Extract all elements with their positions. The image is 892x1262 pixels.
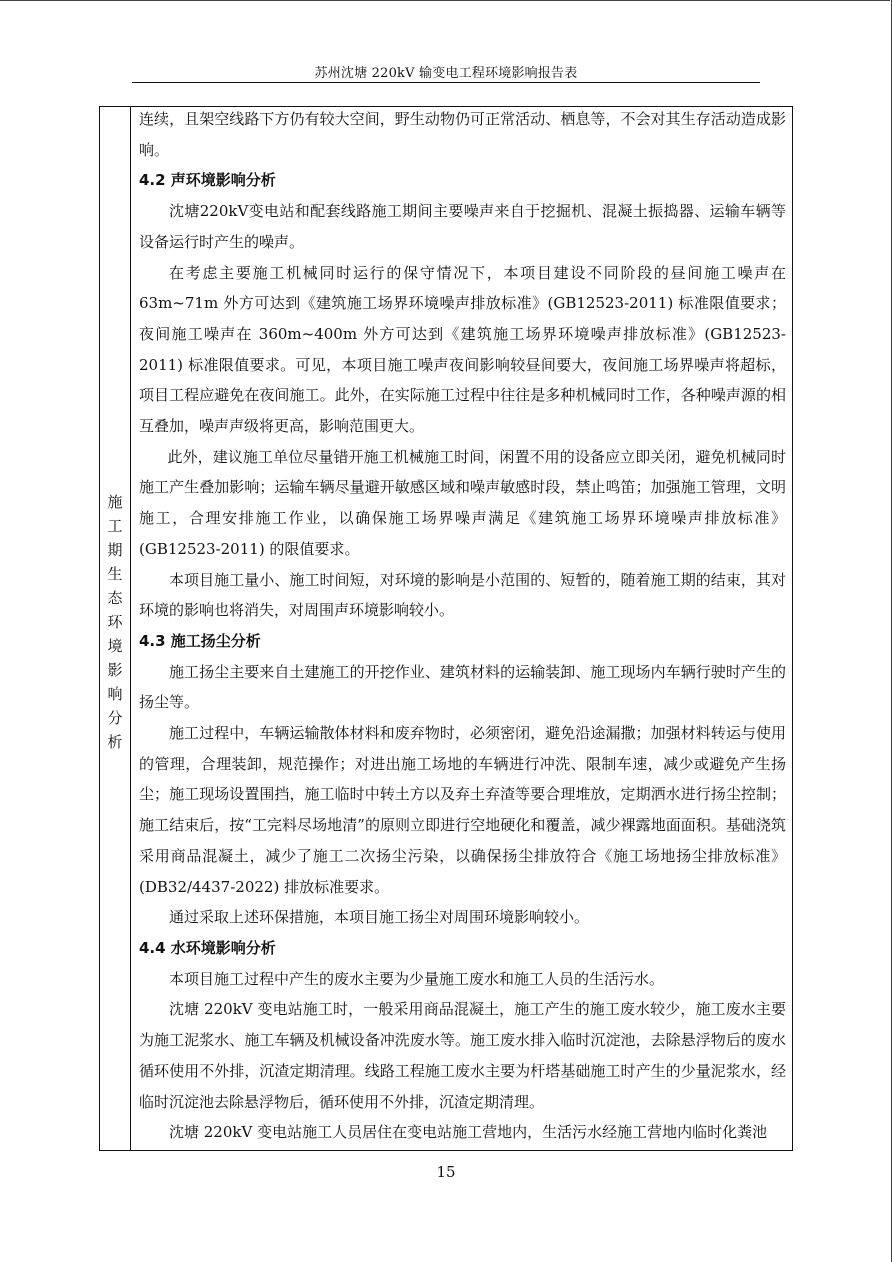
side-label-char: 态 xyxy=(107,589,123,607)
body-content xyxy=(139,104,786,1148)
header-rule xyxy=(132,82,760,83)
paragraph: 沈塘 220kV 变电站施工时，一般采用商品混凝土，施工产生的施工废水较少，施工废水主要为施工泥浆水、施工车辆及机械设备冲洗废水等。施工废水排入临时沉淀池，去除悬浮物后的废水循环使用不外排，沉渣定期清理。线路工程施工废水主要为杆塔基础施工时产生的少量泥浆水，经临时沉淀池去除悬浮物后，循环使用不外排，沉渣定期清理。 xyxy=(139,1000,786,1111)
side-label-char: 工 xyxy=(107,517,123,535)
side-label-char: 环 xyxy=(107,613,123,631)
side-label-char: 析 xyxy=(107,733,123,751)
side-label-char: 境 xyxy=(107,637,123,655)
side-label-char: 生 xyxy=(107,565,123,583)
table-column-divider xyxy=(130,106,131,1151)
paragraph: 施工过程中，车辆运输散体材料和废弃物时，必须密闭，避免沿途漏撒；加强材料转运与使用的管理，合理装卸，规范操作；对进出施工场地的车辆进行冲洗、限制车速，减少或避免产生扬尘；施工现场设置围挡，施工临时中转土方以及弃土弃渣等要合理堆放，定期洒水进行扬尘控制；施工结束后，按“工完料尽场地清”的原则立即进行空地硬化和覆盖，减少裸露地面面积。基础浇筑采用商品混凝土，减少了施工二次扬尘污染，以确保扬尘排放符合《施工场地扬尘排放标准》(DB32/4437-2022) 排放标准要求。 xyxy=(139,724,786,896)
side-label-char: 响 xyxy=(107,685,123,703)
section-heading-4-3: 4.3 施工扬尘分析 xyxy=(139,631,261,650)
paragraph: 连续，且架空线路下方仍有较大空间，野生动物仍可正常活动、栖息等，不会对其生存活动造成影响。 xyxy=(139,110,786,159)
paragraph: 沈塘 220kV 变电站施工人员居住在变电站施工营地内，生活污水经施工营地内临时化粪池 xyxy=(169,1123,768,1142)
paragraph: 施工扬尘主要来自土建施工的开挖作业、建筑材料的运输装卸、施工现场内车辆行驶时产生的扬尘等。 xyxy=(139,662,786,712)
paragraph: 通过采取上述环保措施，本项目施工扬尘对周围环境影响较小。 xyxy=(169,908,590,927)
side-label-char: 影 xyxy=(107,661,123,679)
paragraph: 本项目施工过程中产生的废水主要为少量施工废水和施工人员的生活污水。 xyxy=(169,969,665,988)
running-header: 苏州沈塘 220kV 输变电工程环境影响报告表 xyxy=(314,66,578,81)
paragraph: 在考虑主要施工机械同时运行的保守情况下，本项目建设不同阶段的昼间施工噪声在63m~71m 外方可达到《建筑施工场界环境噪声排放标准》(GB12523-2011) 标准限值要求；夜间施工噪声在 360m~400m 外方可达到《建筑施工场界环境噪声排放标准》(GB12523-2011) 标准限值要求。可见，本项目施工噪声夜间影响较昼间要大，夜间施工场界噪声将超标，项目工程应避免在夜间施工。此外，在实际施工过程中往往是多种机械同时工作，各种噪声源的相互叠加，噪声声级将更高，影响范围更大。 xyxy=(139,263,786,436)
section-heading-4-4: 4.4 水环境影响分析 xyxy=(139,938,276,957)
side-label-char: 施 xyxy=(107,493,123,511)
section-heading-4-2: 4.2 声环境影响分析 xyxy=(139,171,276,190)
page-number: 15 xyxy=(436,1163,456,1181)
page-edge-top xyxy=(0,0,890,1)
paragraph: 本项目施工量小、施工时间短，对环境的影响是小范围的、短暂的，随着施工期的结束，其对环境的影响也将消失，对周围声环境影响较小。 xyxy=(139,570,786,620)
paragraph: 沈塘220kV变电站和配套线路施工期间主要噪声来自于挖掘机、混凝土振捣器、运输车辆等设备运行时产生的噪声。 xyxy=(139,202,786,251)
side-label-char: 期 xyxy=(107,541,123,559)
paragraph: 此外，建议施工单位尽量错开施工机械施工时间，闲置不用的设备应立即关闭，避免机械同时施工产生叠加影响；运输车辆尽量避开敏感区域和噪声敏感时段，禁止鸣笛；加强施工管理，文明施工，合理安排施工作业，以确保施工场界噪声满足《建筑施工场界环境噪声排放标准》(GB12523-2011) 的限值要求。 xyxy=(139,447,786,558)
side-label-char: 分 xyxy=(107,709,123,727)
section-side-label xyxy=(101,490,129,754)
